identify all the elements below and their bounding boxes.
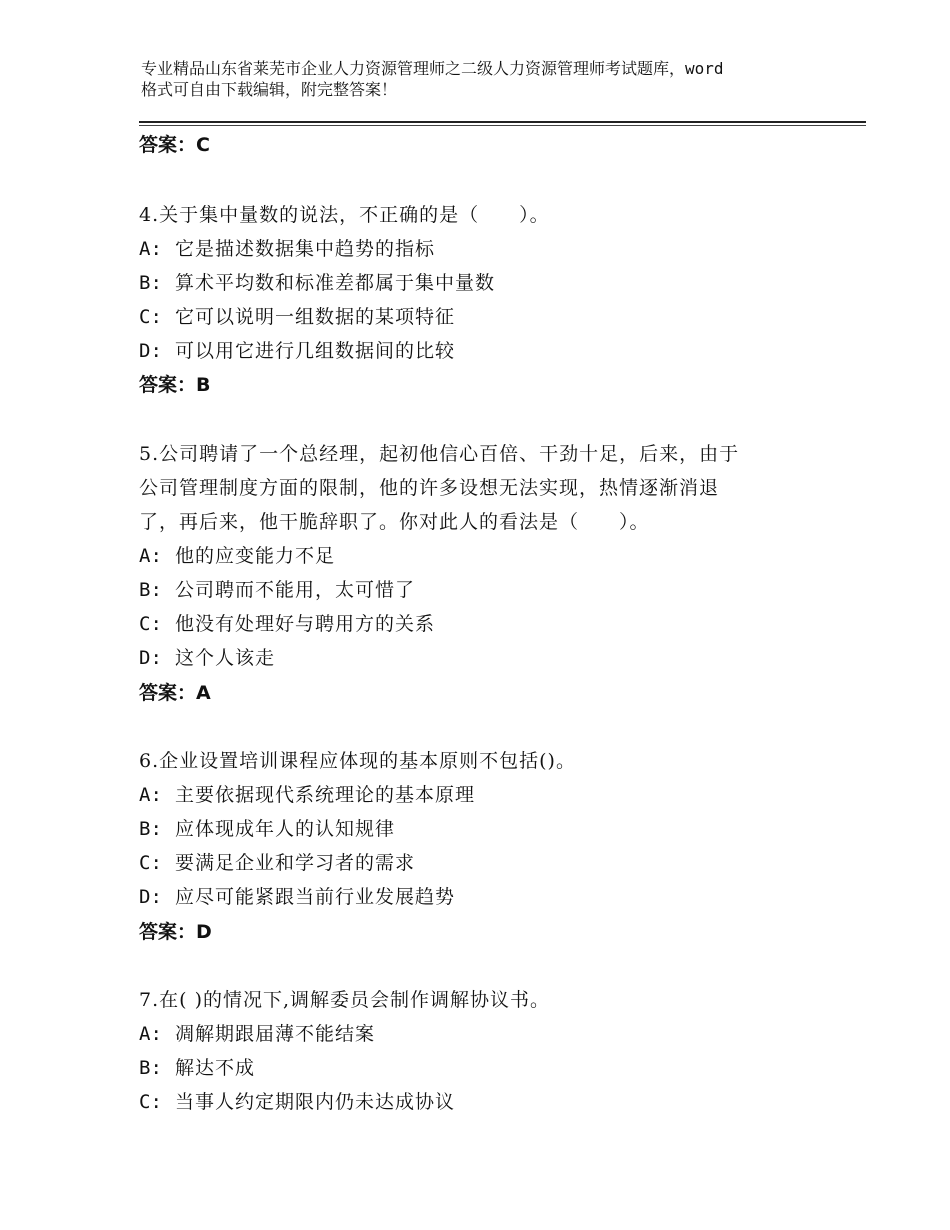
answer-value: D bbox=[196, 921, 212, 943]
question-4-line-1: 4.关于集中量数的说法，不正确的是（ ）。 bbox=[139, 204, 550, 226]
option-text: 他的应变能力不足 bbox=[175, 545, 336, 567]
option-text: 应体现成年人的认知规律 bbox=[175, 818, 396, 840]
option-key: A: bbox=[139, 238, 162, 260]
option-text: 可以用它进行几组数据间的比较 bbox=[175, 340, 456, 362]
option-text: 它是描述数据集中趋势的指标 bbox=[175, 238, 436, 260]
option-text: 他没有处理好与聘用方的关系 bbox=[175, 613, 436, 635]
answer-label: 答案： bbox=[139, 921, 197, 943]
page-header bbox=[141, 58, 841, 100]
question-7-option-a bbox=[139, 1019, 375, 1046]
header-rule-thin bbox=[139, 125, 866, 126]
question-6-option-d bbox=[139, 882, 455, 909]
option-key: C: bbox=[139, 1091, 162, 1113]
option-text: 要满足企业和学习者的需求 bbox=[175, 852, 416, 874]
answer-value: C bbox=[196, 134, 210, 156]
question-4-option-c bbox=[139, 302, 455, 329]
option-key: B: bbox=[139, 272, 162, 294]
question-5-option-a bbox=[139, 541, 335, 568]
option-text: 凋解期跟届薄不能结案 bbox=[175, 1023, 376, 1045]
option-key: D: bbox=[139, 647, 162, 669]
answer-value: A bbox=[196, 682, 211, 704]
option-key: B: bbox=[139, 818, 162, 840]
question-5-option-d bbox=[139, 643, 275, 670]
question-6-option-c bbox=[139, 848, 415, 875]
question-7-option-b bbox=[139, 1053, 255, 1080]
option-key: A: bbox=[139, 1023, 162, 1045]
question-6-line-1: 6.企业设置培训课程应体现的基本原则不包括()。 bbox=[139, 750, 576, 772]
header-line-1: 专业精品山东省莱芜市企业人力资源管理师之二级人力资源管理师考试题库，word bbox=[141, 59, 724, 78]
option-key: A: bbox=[139, 545, 162, 567]
option-key: B: bbox=[139, 1057, 162, 1079]
option-text: 这个人该走 bbox=[175, 647, 276, 669]
option-text: 应尽可能紧跟当前行业发展趋势 bbox=[175, 886, 456, 908]
option-key: A: bbox=[139, 784, 162, 806]
option-key: C: bbox=[139, 852, 162, 874]
question-7-line-1: 7.在( )的情况下,调解委员会制作调解协议书。 bbox=[139, 989, 551, 1011]
answer-label: 答案： bbox=[139, 682, 197, 704]
question-4-option-b bbox=[139, 268, 495, 295]
option-text: 公司聘而不能用，太可惜了 bbox=[175, 579, 416, 601]
question-6-option-a bbox=[139, 780, 475, 807]
option-key: C: bbox=[139, 306, 162, 328]
header-line-2: 格式可自由下载编辑，附完整答案！ bbox=[141, 80, 398, 99]
question-5-line-2: 公司管理制度方面的限制，他的许多设想无法实现，热情逐渐消退 bbox=[139, 477, 720, 499]
question-6-answer bbox=[139, 917, 212, 944]
question-5-line-1: 5.公司聘请了一个总经理，起初他信心百倍、干劲十足，后来，由于 bbox=[139, 443, 740, 465]
header-rule bbox=[139, 121, 866, 123]
option-key: C: bbox=[139, 613, 162, 635]
question-6-option-b bbox=[139, 814, 395, 841]
question-5-answer bbox=[139, 678, 211, 705]
option-text: 当事人约定期限内仍未达成协议 bbox=[175, 1091, 456, 1113]
answer-prev bbox=[139, 130, 210, 157]
answer-value: B bbox=[196, 374, 211, 396]
question-4-option-d bbox=[139, 336, 455, 363]
question-4-option-a bbox=[139, 234, 435, 261]
question-5-line-3: 了，再后来，他干脆辞职了。你对此人的看法是（ ）。 bbox=[139, 511, 650, 533]
option-text: 它可以说明一组数据的某项特征 bbox=[175, 306, 456, 328]
question-5-option-b bbox=[139, 575, 415, 602]
option-text: 算术平均数和标准差都属于集中量数 bbox=[175, 272, 496, 294]
option-text: 解达不成 bbox=[175, 1057, 256, 1079]
option-key: D: bbox=[139, 886, 162, 908]
answer-label: 答案： bbox=[139, 134, 197, 156]
question-5-option-c bbox=[139, 609, 435, 636]
answer-label: 答案： bbox=[139, 374, 197, 396]
question-4-answer bbox=[139, 370, 211, 397]
option-key: D: bbox=[139, 340, 162, 362]
question-7-option-c bbox=[139, 1087, 455, 1114]
option-text: 主要依据现代系统理论的基本原理 bbox=[175, 784, 476, 806]
option-key: B: bbox=[139, 579, 162, 601]
